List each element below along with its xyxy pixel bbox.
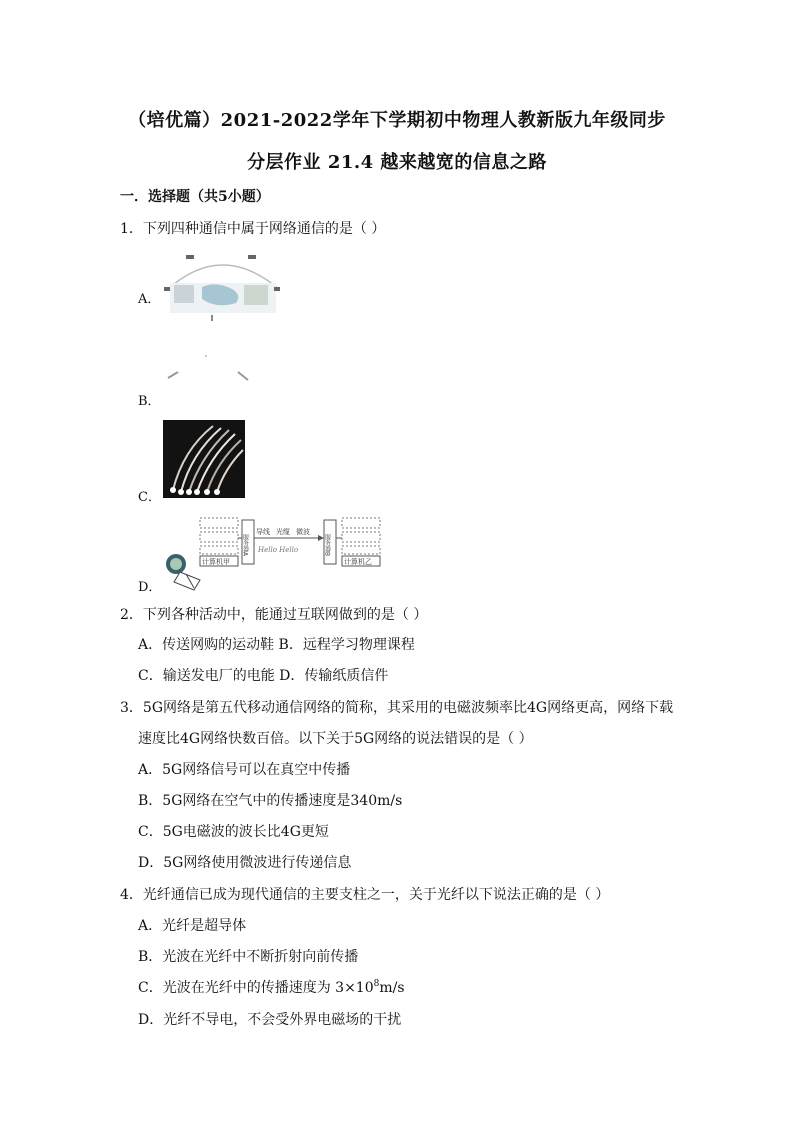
q1-option-c-label: C． — [138, 490, 161, 505]
q3-option-b: B．5G网络在空气中的传播速度是340m/s — [138, 793, 403, 809]
q4-option-b: B．光波在光纤中不断折射向前传播 — [138, 949, 359, 965]
diagram-computer-b: 计算机乙 — [344, 558, 372, 566]
question-3-stem-line2: 速度比4G网络快数百倍。以下关于5G网络的说法错误的是（ ） — [138, 731, 533, 747]
q4-option-c-text: C．光波在光纤中的传播速度为 3×10 — [138, 980, 374, 996]
q4-option-d: D．光纤不导电，不会受外界电磁场的干扰 — [138, 1012, 402, 1028]
q1-option-a-satellite-map-image — [162, 245, 284, 321]
diagram-microwave-label: 微波 — [296, 528, 310, 536]
diagram-computer-a: 计算机甲 — [202, 558, 230, 566]
diagram-server-b: 服务器B — [323, 534, 331, 557]
section-heading: 一．选择题（共5小题） — [120, 189, 270, 205]
q2-options-row-2: C．输送发电厂的电能 D．传输纸质信件 — [138, 668, 389, 684]
q3-option-c: C．5G电磁波的波长比4G更短 — [138, 824, 329, 840]
q4-option-a: A．光纤是超导体 — [138, 918, 247, 934]
question-3-stem-line1: 3．5G网络是第五代移动通信网络的简称，其采用的电磁波频率比4G网络更高，网络下载 — [120, 700, 674, 716]
doc-title-line2: 分层作业 21.4 越来越宽的信息之路 — [247, 152, 547, 173]
q1-option-b-image — [162, 350, 252, 386]
q3-option-d: D．5G网络使用微波进行传递信息 — [138, 855, 352, 871]
diagram-server-a: 服务器A — [241, 534, 249, 557]
diagram-hello-text: Hello Hello — [258, 546, 299, 554]
question-4-stem: 4．光纤通信已成为现代通信的主要支柱之一，关于光纤以下说法正确的是（ ） — [120, 887, 610, 903]
q1-option-a-label: A． — [138, 292, 161, 307]
q1-option-c-optical-fiber-image — [163, 420, 245, 498]
diagram-fiber-label: 光缆 — [276, 528, 290, 536]
q1-option-b-label: B． — [138, 394, 161, 409]
question-1-stem: 1．下列四种通信中属于网络通信的是（ ） — [120, 221, 386, 237]
q1-option-d-network-diagram — [162, 512, 384, 592]
q4-option-c-exponent: 8 — [373, 979, 380, 989]
q1-option-d-label: D． — [138, 580, 162, 595]
q4-option-c-unit: m/s — [379, 980, 405, 996]
q4-option-c — [138, 977, 405, 997]
q3-option-a: A．5G网络信号可以在真空中传播 — [138, 762, 351, 778]
doc-title-line1: （培优篇）2021-2022学年下学期初中物理人教新版九年级同步 — [128, 110, 666, 131]
q2-options-row-1: A．传送网购的运动鞋 B．远程学习物理课程 — [138, 637, 415, 653]
question-2-stem: 2．下列各种活动中，能通过互联网做到的是（ ） — [120, 607, 428, 623]
diagram-wire-label: 导线 — [256, 528, 270, 536]
